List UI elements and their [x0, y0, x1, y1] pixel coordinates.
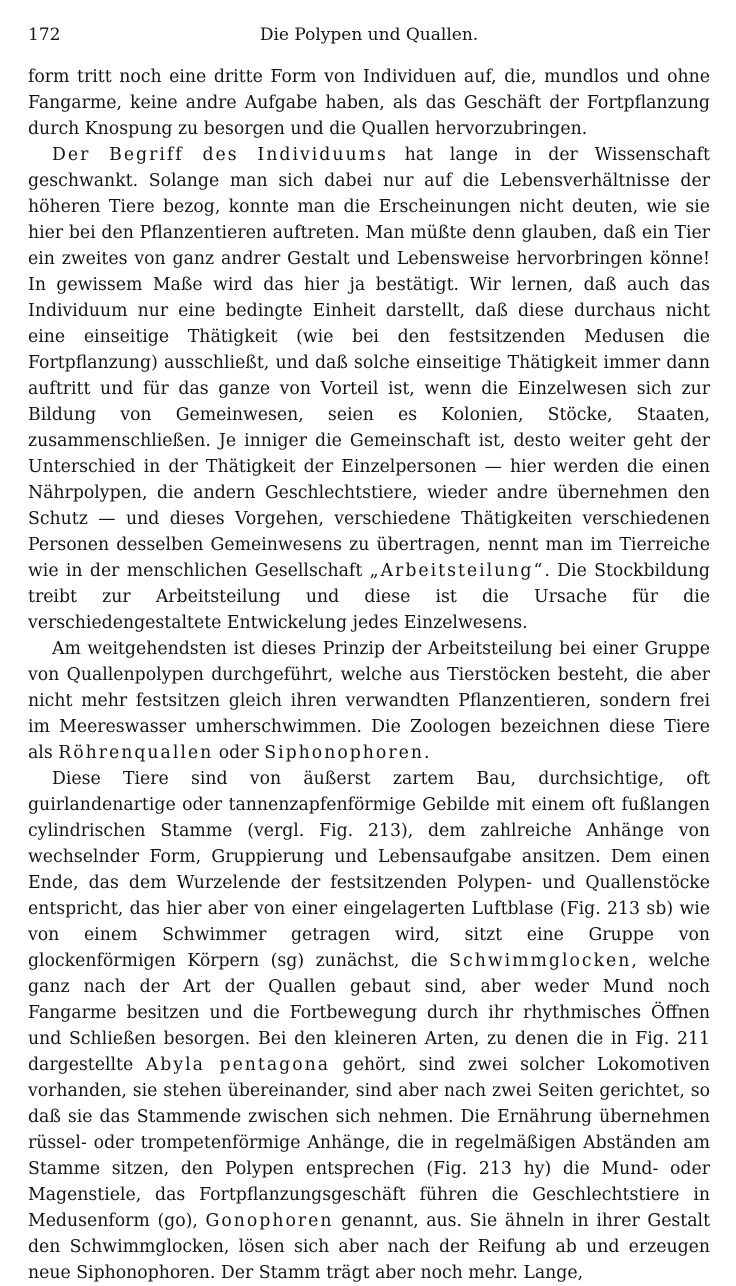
spaced-term: Abyla pentagona [145, 1055, 331, 1075]
paragraph [28, 142, 710, 636]
spaced-term: Siphonophoren [264, 743, 424, 763]
spaced-term: Der Begriff des Individuums [52, 145, 388, 165]
text-segment: oder [213, 743, 265, 763]
paragraph [28, 64, 710, 142]
paragraph [28, 766, 710, 1286]
text-segment: Am weitgehendsten ist dieses Prinzip der Arbeitsteilung bei einer Gruppe von Quallenpolypen durchgeführt, welche aus Tierstöcken besteht, die aber nicht mehr festsitzen gleich ihren verwandten Pflanzentieren, sondern frei im Meereswasser umherschwimmen. Die Zoologen bezeichnen diese Tiere als [28, 639, 710, 763]
text-segment: hat lange in der Wissenschaft geschwankt. Solange man sich dabei nur auf die Lebensverhältnisse der höheren Tiere bezog, konnte man die Erscheinungen nicht deuten, wie sie hier bei den Pflanzentieren auftreten. Man müßte denn glauben, daß ein Tier ein zweites von ganz andrer Gestalt und Lebensweise hervorbringen könne! In gewissem Maße wird das hier ja bestätigt. Wir lernen, daß auch das Individuum nur eine bedingte Einheit darstellt, daß diese durchaus nicht eine einseitige Thätigkeit (wie bei den festsitzenden Medusen die Fortpflanzung) ausschließt, und daß solche einseitige Thätigkeit immer dann auftritt und für das ganze von Vorteil ist, wenn die Einzelwesen sich zur Bildung von Gemeinwesen, seien es Kolonien, Stöcke, Staaten, zusammenschließen. Je inniger die Gemeinschaft ist, desto weiter geht der Unterschied in der Thätigkeit der Einzelpersonen — hier werden die einen Nährpolypen, die andern Geschlechtstiere, wieder andre übernehmen den Schutz — und dieses Vorgehen, verschiedene Thätigkeiten verschiedenen Personen desselben Gemeinwesens zu übertragen, nennt man im Tierreiche wie in der menschlichen Gesellschaft [28, 145, 710, 581]
page-header [28, 18, 710, 52]
spaced-term: Schwimmglocken [449, 951, 632, 971]
text-segment: genannt, aus. Sie ähneln in ihrer Gestalt den Schwimmglocken, lösen sich aber nach der Reifung ab und erzeugen neue Siphonophoren. Der Stamm trägt aber noch mehr. Lange, [28, 1211, 711, 1283]
text-segment: , welche ganz nach der Art der Quallen gebaut sind, aber weder Mund noch Fangarme besitzen und die Fortbewegung durch ihr rhythmisches Öffnen und Schließen besorgen. Bei den kleineren Arten, zu denen die in Fig. 211 dargestellte [28, 951, 710, 1075]
text-segment: . [423, 743, 430, 763]
spaced-term: Röhrenquallen [58, 743, 214, 763]
paragraph [28, 636, 710, 766]
running-title: Die Polypen und Quallen. [259, 25, 479, 45]
book-page [28, 18, 711, 1283]
spaced-term: Gonophoren [205, 1211, 334, 1231]
text-segment: . Die Stockbildung treibt zur Arbeitsteilung und diese ist die Ursache für die verschiedengestaltete Entwickelung jedes Einzelwesens. [28, 561, 710, 633]
body-text [28, 64, 710, 1286]
text-segment: form tritt noch eine dritte Form von Individuen auf, die, mundlos und ohne Fangarme, keine andre Aufgabe haben, als das Geschäft der Fortpflanzung durch Knospung zu besorgen und die Quallen hervorzubringen. [28, 67, 710, 139]
text-segment: gehört, sind zwei solcher Lokomotiven vorhanden, sie stehen übereinander, sind aber nach zwei Seiten gerichtet, so daß sie das Stammende zwischen sich nehmen. Die Ernährung übernehmen rüssel- oder trompetenförmige Anhänge, die in regelmäßigen Abständen am Stamme sitzen, den Polypen entsprechen (Fig. 213 hy) die Mund- oder Magenstiele, das Fortpflanzungsgeschäft führen die Geschlechtstiere in Medusenform (go), [28, 1055, 710, 1231]
spaced-term: „Arbeitsteilung“ [369, 561, 545, 581]
text-segment: Diese Tiere sind von äußerst zartem Bau, durchsichtige, oft guirlandenartige oder tannenzapfenförmige Gebilde mit einem oft fußlangen cylindrischen Stamme (vergl. Fig. 213), dem zahlreiche Anhänge von wechselnder Form, Gruppierung und Lebensaufgabe ansitzen. Dem einen Ende, das dem Wurzelende der festsitzenden Polypen- und Quallenstöcke entspricht, das hier aber von einer eingelagerten Luftblase (Fig. 213 sb) wie von einem Schwimmer getragen wird, sitzt eine Gruppe von glockenförmigen Körpern (sg) zunächst, die [28, 769, 710, 971]
page-number: 172 [28, 25, 61, 45]
